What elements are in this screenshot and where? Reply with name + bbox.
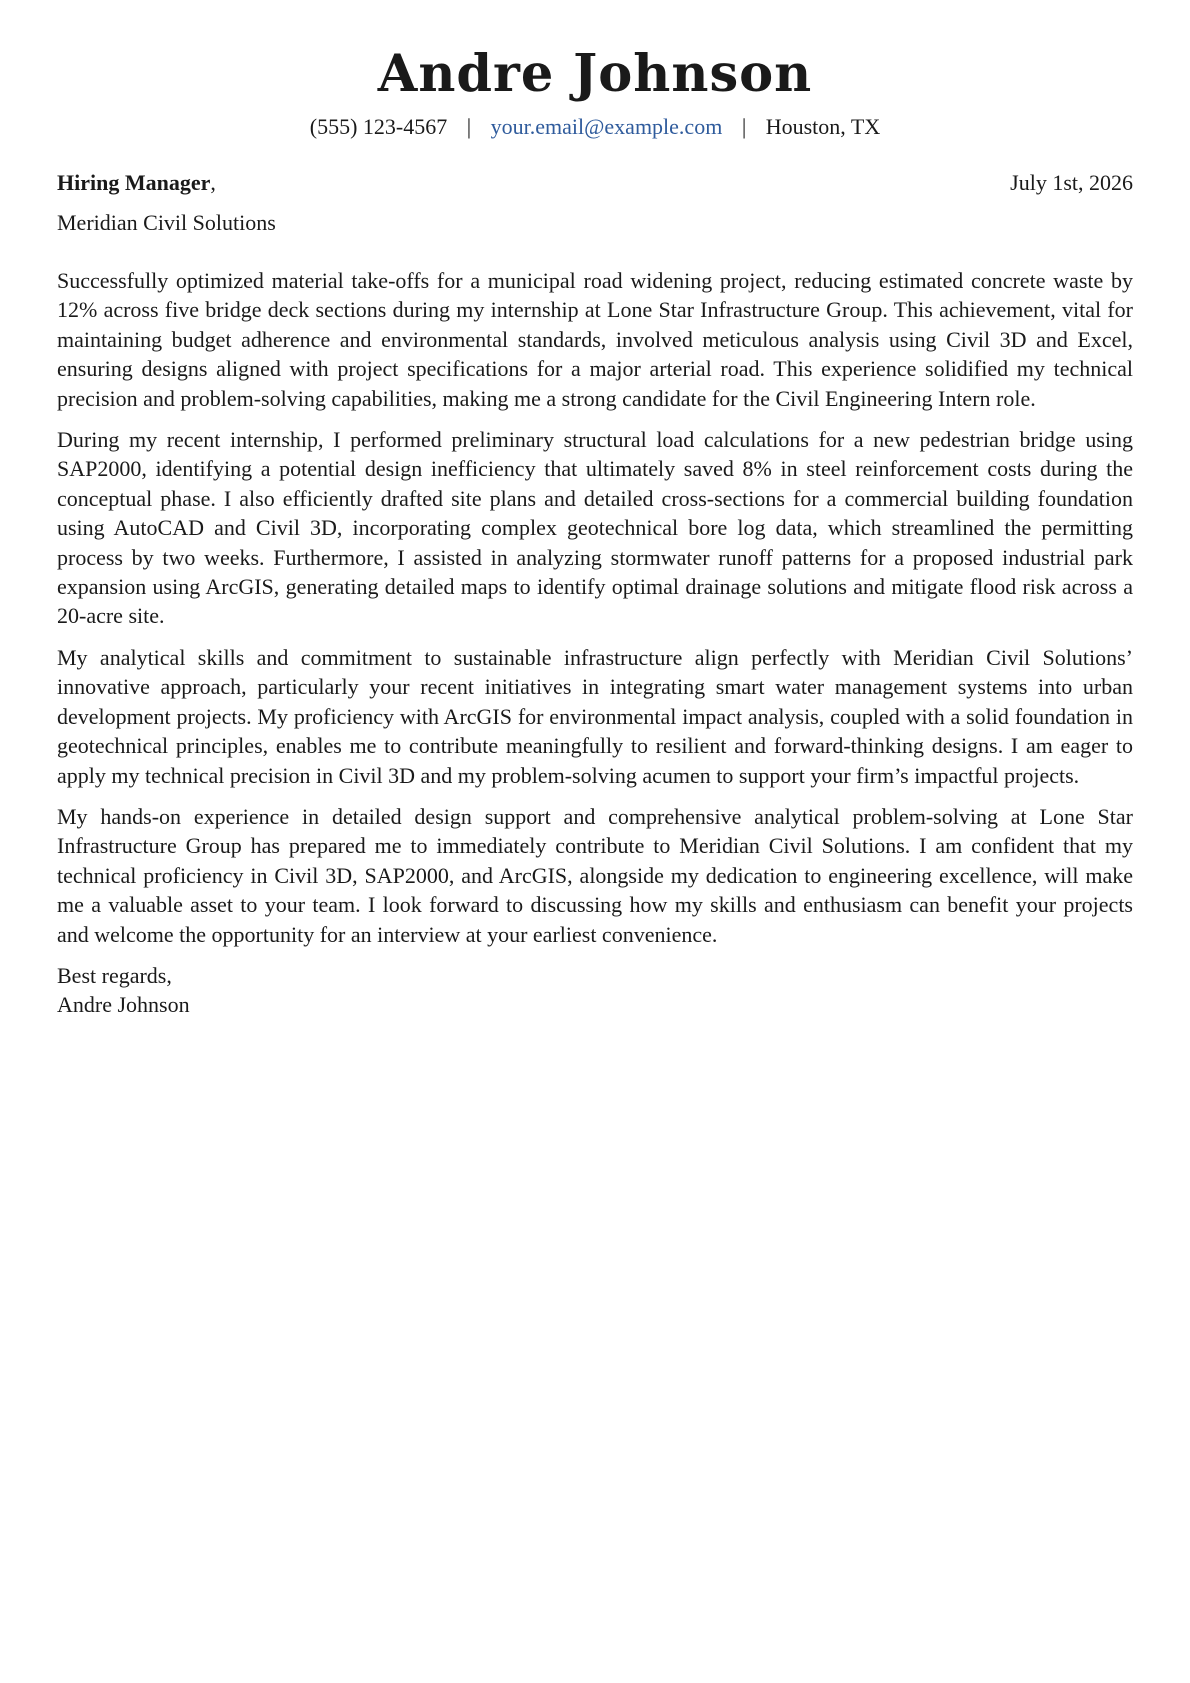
body-paragraph: During my recent internship, I performed preliminary structural load calculations for a new pedestrian bridge using SAP2000, identifying a potential design inefficiency that ultimately saved 8% in steel reinforcement costs during the conceptual phase. I also efficiently drafted site plans and detailed cross-sections for a commercial building foundation using AutoCAD and Civil 3D, incorporating complex geotechnical bore log data, which streamlined the permitting process by two weeks. Furthermore, I assisted in analyzing stormwater runoff patterns for a proposed industrial park expansion using ArcGIS, generating detailed maps to identify optimal drainage solutions and mitigate flood risk across a 20-acre site. xyxy=(57,427,1133,629)
company-name: Meridian Civil Solutions xyxy=(57,210,276,235)
recipient xyxy=(57,168,216,198)
applicant-name: Andre Johnson xyxy=(377,44,813,104)
body-paragraph: My analytical skills and commitment to sustainable infrastructure align perfectly with Meridian Civil Solutions’ innovative approach, particularly your recent initiatives in integrating smart water management systems into urban development projects. My proficiency with ArcGIS for environmental impact analysis, coupled with a solid foundation in geotechnical principles, enables me to contribute meaningfully to resilient and forward-thinking designs. I am eager to apply my technical precision in Civil 3D and my problem-solving acumen to support your firm’s impactful projects. xyxy=(57,644,1133,788)
email-link[interactable]: your.email@example.com xyxy=(490,114,723,139)
body-paragraph: Successfully optimized material take-offs for a municipal road widening project, reducing estimated concrete waste by 12% across five bridge deck sections during my internship at Lone Star Infrastructure Group. This achievement, vital for maintaining budget adherence and environmental standards, involved meticulous analysis using Civil 3D and Excel, ensuring designs aligned with project specifications for a major arterial road. This experience solidified my technical precision and problem-solving capabilities, making me a strong candidate for the Civil Engineering Intern role. xyxy=(57,268,1133,411)
letter-header xyxy=(57,40,1133,142)
cover-letter-page xyxy=(57,40,1133,1020)
letter-date: July 1st, 2026 xyxy=(1010,170,1133,195)
phone-number: (555) 123-4567 xyxy=(309,114,448,139)
recipient-title: Hiring Manager xyxy=(57,170,211,195)
salutation-row xyxy=(57,168,1133,198)
recipient-suffix: , xyxy=(210,170,216,195)
contact-line xyxy=(57,112,1133,142)
contact-separator: | xyxy=(741,114,747,139)
location: Houston, TX xyxy=(765,114,881,139)
body-paragraph: My hands-on experience in detailed design support and comprehensive analytical problem-solving at Lone Star Infrastructure Group has prepared me to immediately contribute to Meridian Civil Solutions. I am confident that my technical proficiency in Civil 3D, SAP2000, and ArcGIS, alongside my dedication to engineering excellence, will make me a valuable asset to your team. I look forward to discussing how my skills and enthusiasm can benefit your projects and welcome the opportunity for an interview at your earliest convenience. xyxy=(57,803,1133,947)
signature-name: Andre Johnson xyxy=(57,992,190,1018)
closing-phrase: Best regards, xyxy=(57,962,172,988)
letter-closing xyxy=(57,961,1133,1020)
contact-separator: | xyxy=(466,114,472,139)
letter-body xyxy=(57,266,1133,949)
